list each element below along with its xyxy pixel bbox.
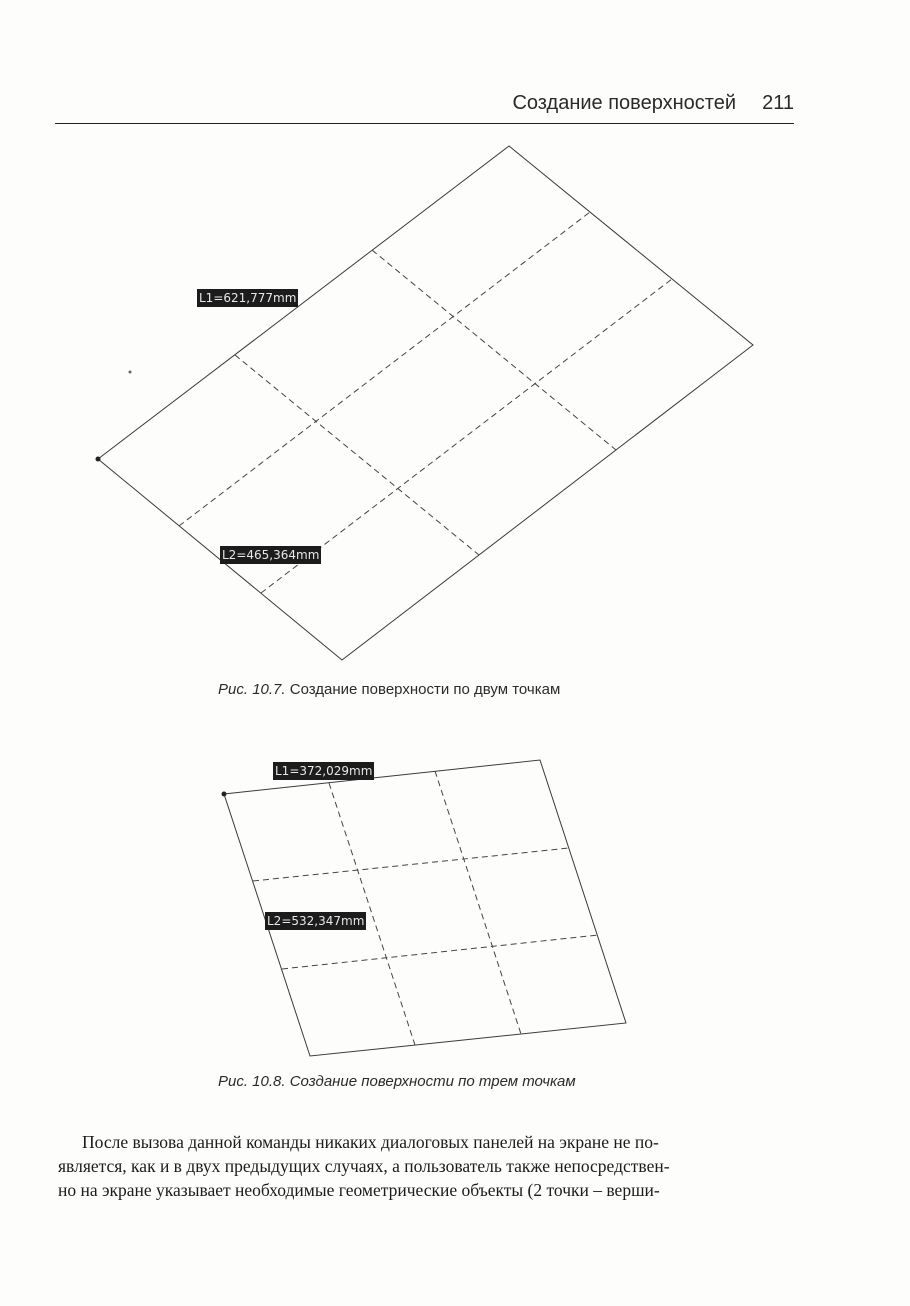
caption-number: 10.7. bbox=[252, 681, 286, 698]
grid-line bbox=[282, 935, 598, 969]
body-paragraph bbox=[58, 1130, 792, 1202]
grid-line bbox=[235, 355, 479, 555]
dimension-label-l2: L2=532,347mm bbox=[267, 914, 365, 928]
figure-10-7 bbox=[90, 142, 760, 667]
cursor-mark bbox=[129, 371, 132, 374]
grid-line bbox=[435, 771, 521, 1034]
start-point bbox=[222, 792, 227, 797]
surface-two-points-drawing bbox=[90, 142, 760, 667]
body-line: но на экране указывает необходимые геометрические объекты (2 точки – верши- bbox=[58, 1180, 660, 1200]
caption-text: Создание поверхности по двум точкам bbox=[289, 681, 561, 698]
grid-line bbox=[253, 848, 569, 881]
surface-outline bbox=[224, 760, 626, 1056]
figure-10-8-caption: Рис. 10.8. Создание поверхности по трем точкам bbox=[218, 1073, 576, 1090]
figure-10-8 bbox=[215, 755, 635, 1060]
grid-line bbox=[261, 279, 672, 593]
running-header bbox=[55, 88, 794, 124]
body-line: После вызова данной команды никаких диалоговых панелей на экране не по- bbox=[82, 1132, 659, 1152]
dimension-label-l2: L2=465,364mm bbox=[222, 548, 320, 562]
surface-outline bbox=[98, 146, 753, 660]
chapter-title: Создание поверхностей bbox=[512, 92, 736, 114]
dimension-label-l1: L1=372,029mm bbox=[275, 764, 373, 778]
surface-three-points-drawing bbox=[215, 755, 635, 1060]
figure-10-7-caption bbox=[218, 681, 560, 698]
page-number: 211 bbox=[762, 92, 794, 114]
start-point bbox=[96, 457, 101, 462]
grid-line bbox=[179, 212, 590, 526]
body-line: является, как и в двух предыдущих случаях, а пользователь также непосредствен- bbox=[58, 1156, 670, 1176]
caption-prefix: Рис. bbox=[218, 681, 249, 698]
dimension-label-l1: L1=621,777mm bbox=[199, 291, 297, 305]
